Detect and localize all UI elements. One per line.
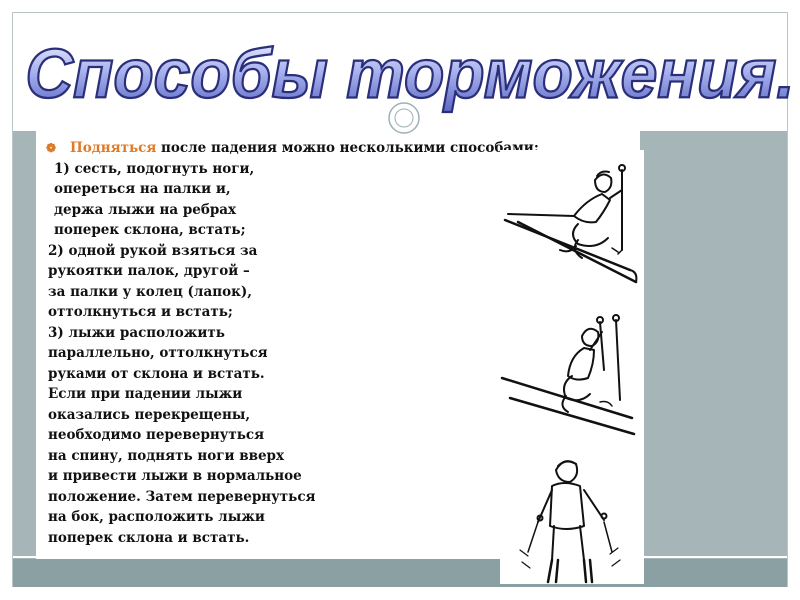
text-line: поперек склона и встать.: [48, 529, 250, 546]
footer-band: [13, 559, 787, 587]
skier-rising-figure: [502, 315, 634, 434]
flower-bullet-icon: ❁: [46, 141, 57, 155]
title-text: Способы торможения.: [25, 36, 795, 113]
text-line: положение. Затем перевернуться: [48, 488, 316, 505]
text-line: 2) одной рукой взяться за: [48, 242, 258, 259]
intro-rest: после падения можно несколькими способами:: [156, 140, 539, 156]
text-line: необходимо перевернуться: [48, 427, 265, 443]
text-line: 1) сесть, подогнуть ноги,: [54, 160, 255, 177]
text-line: Если при падении лыжи: [48, 386, 243, 402]
text-line: рукоятки палок, другой –: [48, 263, 250, 279]
text-line: опереться на палки и,: [54, 181, 231, 197]
text-line: поперек склона, встать;: [54, 222, 246, 238]
skier-sitting-figure: [505, 165, 636, 282]
text-line: и привести лыжи в нормальное: [48, 468, 302, 484]
footer-divider: [13, 556, 787, 558]
text-line: оттолкнуться и встать;: [48, 304, 233, 320]
intro-highlight: Подняться: [70, 140, 157, 156]
text-line: на бок, расположить лыжи: [48, 509, 265, 525]
text-line: держа лыжи на ребрах: [54, 201, 237, 218]
text-line: руками от склона и встать.: [48, 365, 265, 382]
skier-illustration: [500, 150, 644, 584]
text-line: за палки у колец (лапок),: [48, 283, 252, 300]
text-line: на спину, поднять ноги вверх: [48, 447, 285, 464]
slide-title: [25, 22, 795, 122]
skier-standing-figure: [520, 461, 620, 582]
text-line: 3) лыжи расположить: [48, 324, 225, 341]
text-line: оказались перекрещены,: [48, 406, 251, 423]
text-line: параллельно, оттолкнуться: [48, 345, 268, 361]
